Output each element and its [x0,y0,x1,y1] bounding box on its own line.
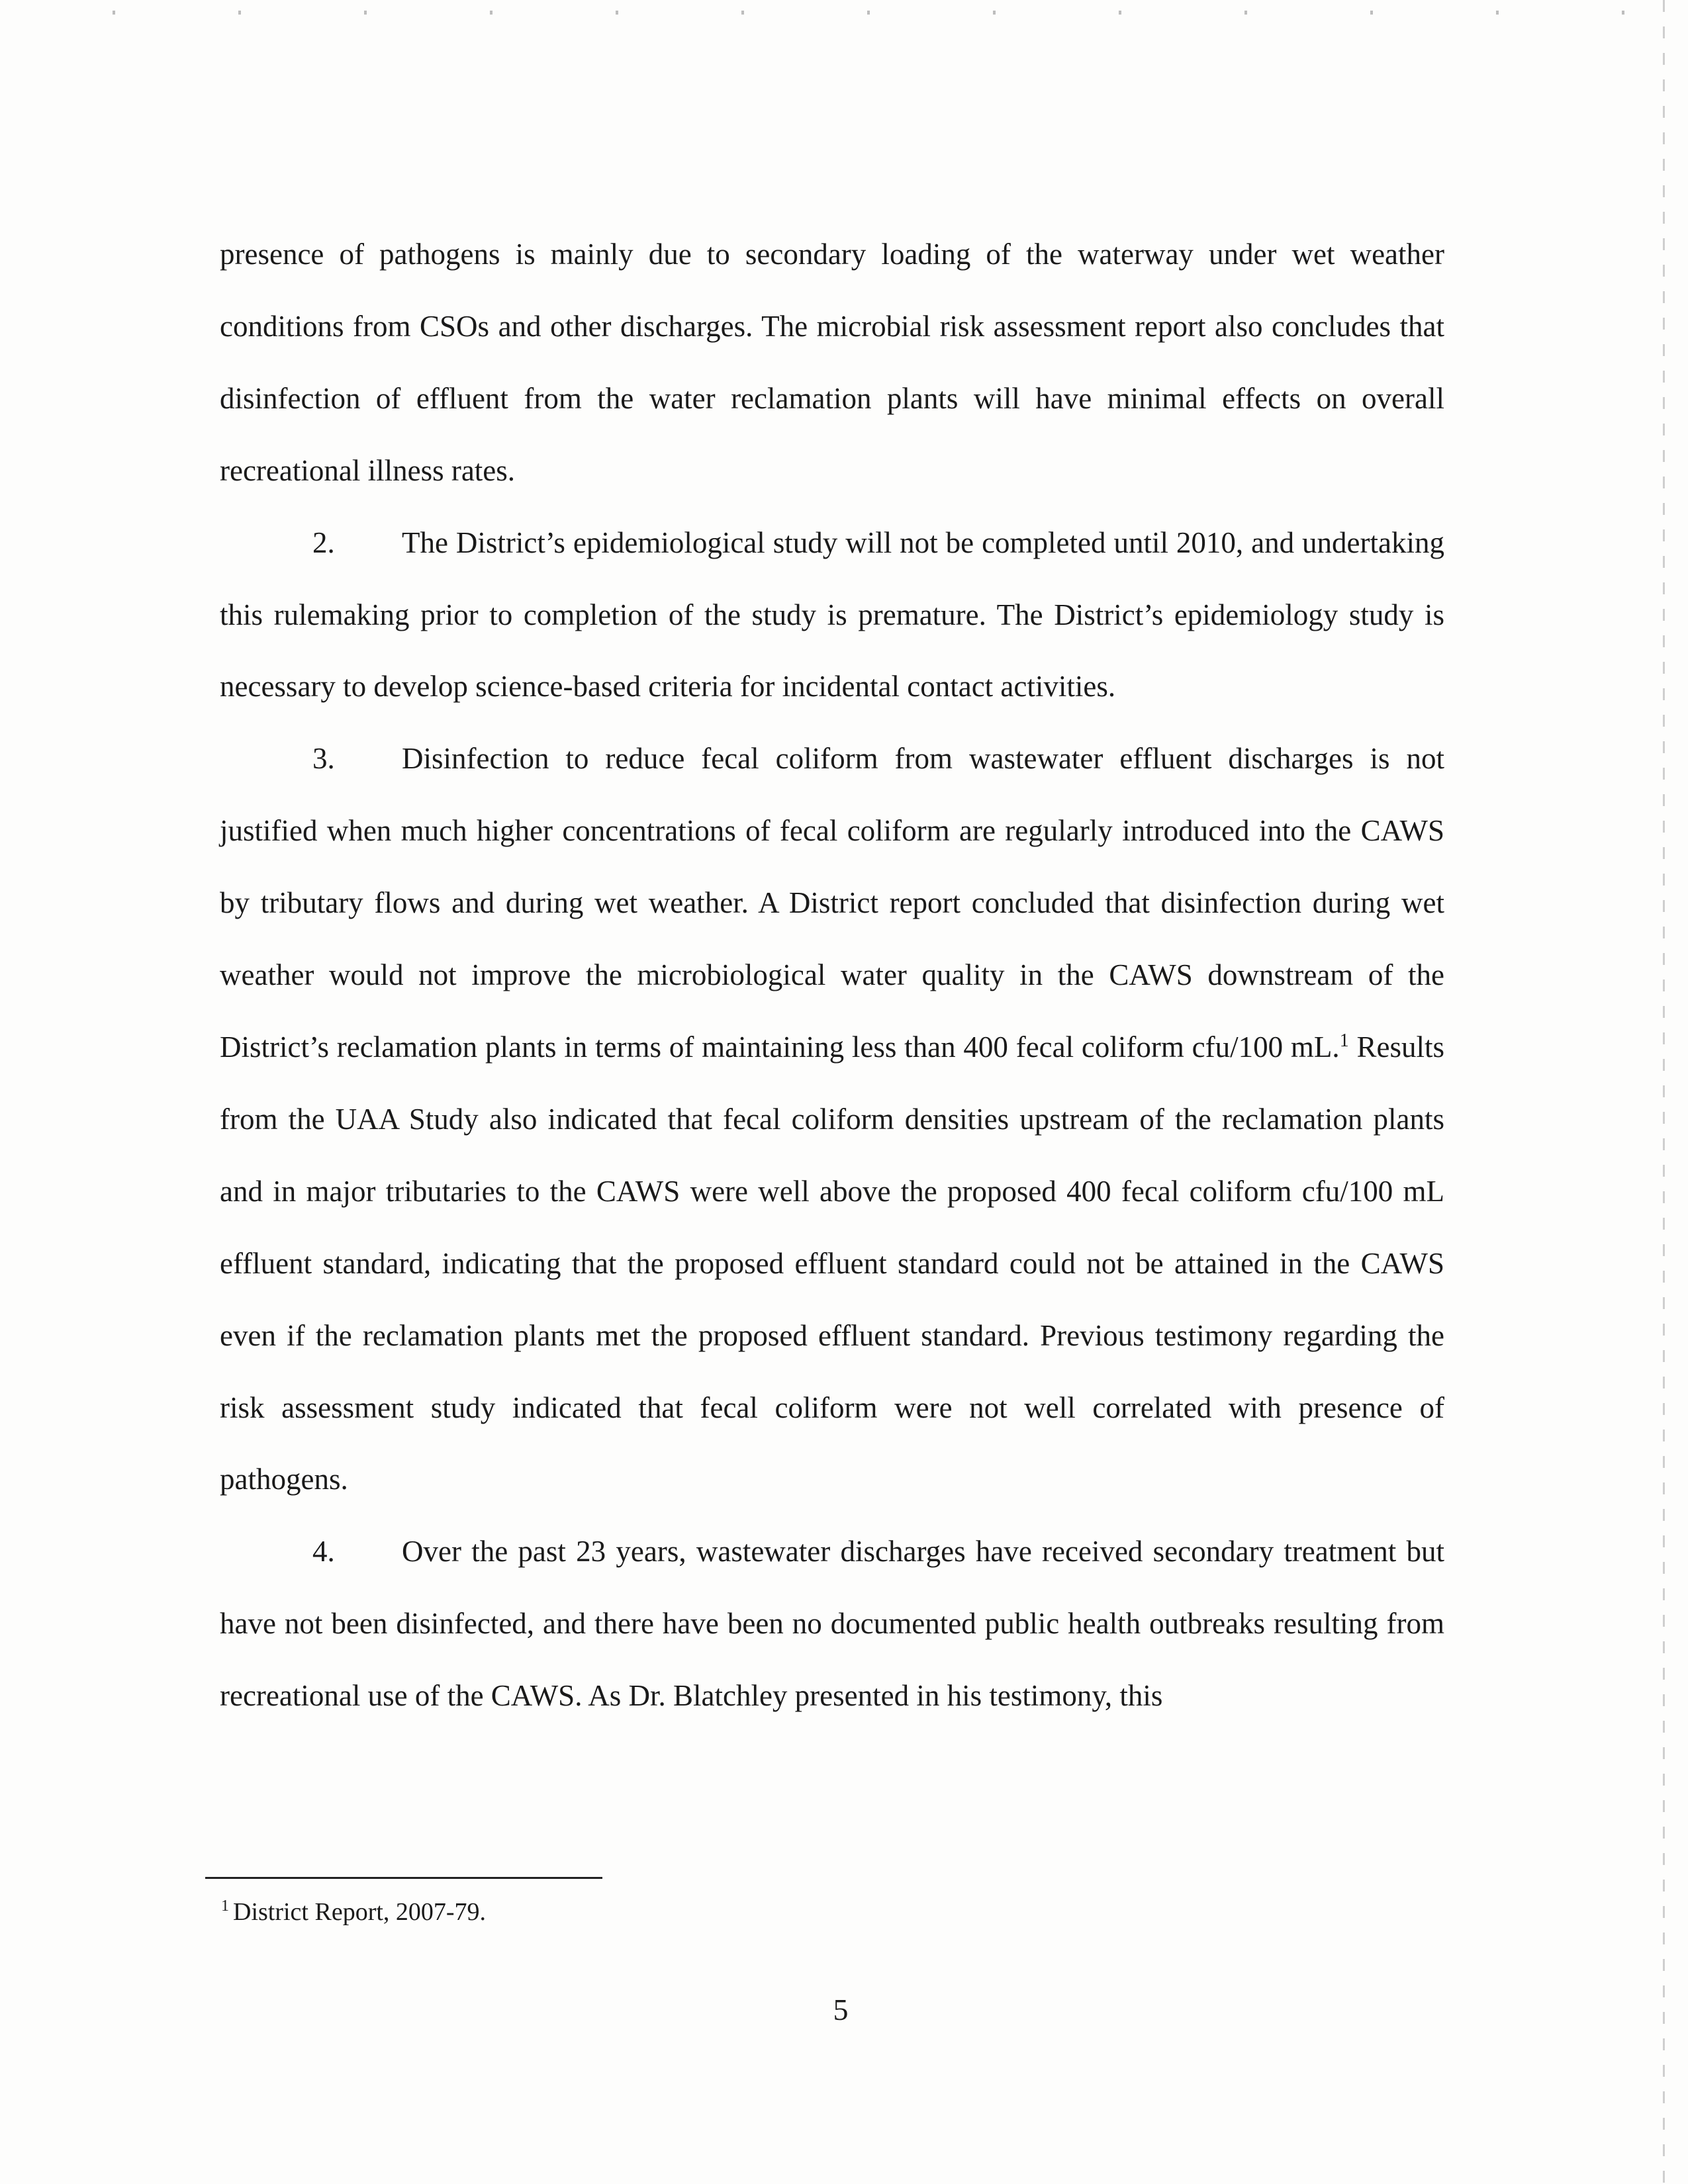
footnote-reference: 1 [1339,1030,1349,1051]
paragraph-number: 4. [312,1535,335,1569]
scan-artifact-top [0,11,1688,15]
paragraph-number: 3. [312,742,335,776]
footnote-divider [205,1877,602,1879]
paragraph-text-continued: Results from the UAA Study also indicated that fecal coliform densities upstream of the reclamation plants and in major tributaries to the CAWS were well above the proposed 400 fecal coliform cfu/100 mL effluent standard, indicating that the proposed effluent standard could not be attained in the CAWS even if the reclamation plants met the proposed effluent standard. Previous testimony regarding the risk assessment study indicated that fecal coliform were not well correlated with presence of pathogens. [220,1030,1445,1496]
paragraph-number: 2. [312,525,335,559]
footnote [221,1895,486,1929]
paragraph-4 [220,1516,1444,1732]
paragraph-intro: presence of pathogens is mainly due to secondary loading of the waterway under wet weather conditions from CSOs and other discharges. The microbial risk assessment report also concludes that disinfection of effluent from the water reclamation plants will have minimal effects on overall recreational illness rates. [220,238,1444,487]
footnote-mark: 1 [221,1897,229,1915]
scan-edge-line [1663,0,1665,2184]
paragraph-text: Disinfection to reduce fecal coliform from wastewater effluent discharges is not justified when much higher concentrations of fecal coliform are regularly introduced into the CAWS by tributary flows and during wet weather. A District report concluded that disinfection during wet weather would not improve the microbiological water quality in the CAWS downstream of the District’s reclamation plants in terms of maintaining less than 400 fecal coliform cfu/100 mL. [220,742,1444,1064]
paragraph-text: The District’s epidemiological study will not be completed until 2010, and undertaking this rulemaking prior to completion of the study is premature. The District’s epidemiology study is necessary to develop science-based criteria for incidental contact activities. [220,525,1444,704]
footnote-text: District Report, 2007-79. [233,1898,487,1926]
page-number: 5 [833,1993,849,2026]
paragraph-text: Over the past 23 years, wastewater discharges have received secondary treatment but have not been disinfected, and there have been no documented public health outbreaks resulting from recreational use of the CAWS. As Dr. Blatchley presented in his testimony, this [220,1535,1444,1713]
body-text [220,218,1444,1732]
paragraph-2 [220,507,1444,723]
paragraph-3 [220,723,1444,1516]
